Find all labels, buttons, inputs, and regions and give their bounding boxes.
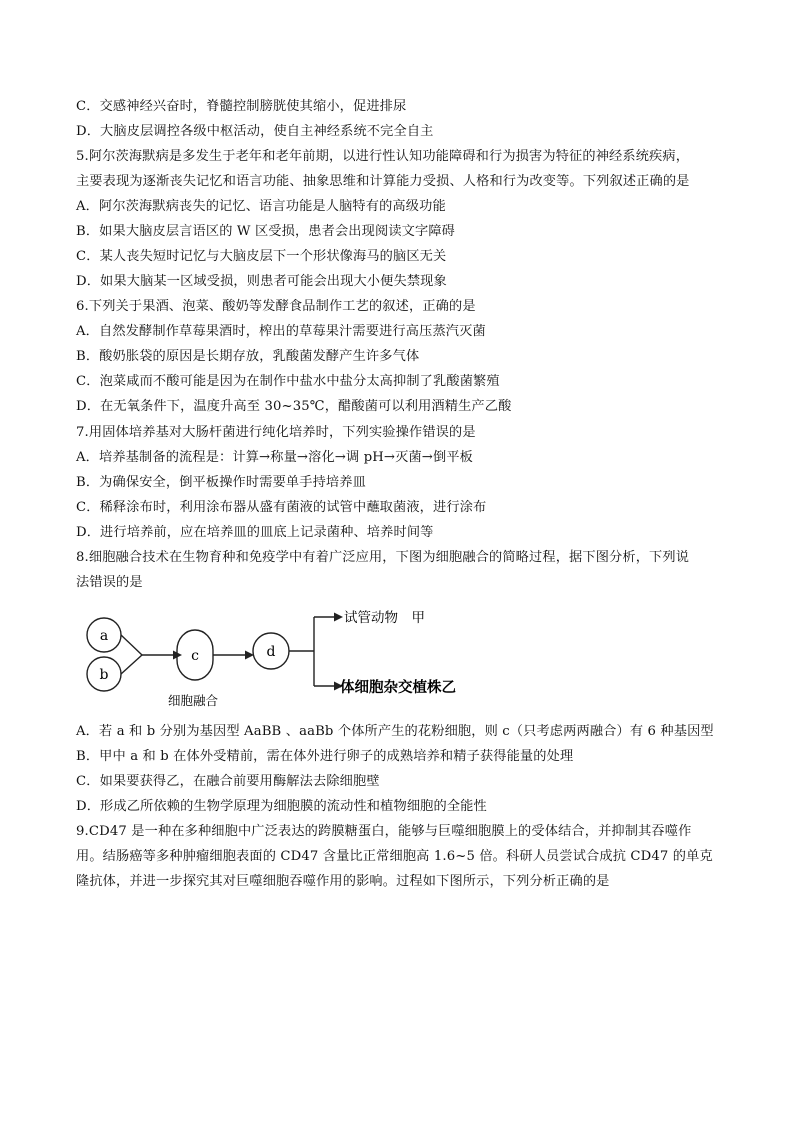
q7-option-a: A．培养基制备的流程是：计算→称量→溶化→调 pH→灭菌→倒平板 [76,450,474,465]
q9-stem-line-3: 隆抗体，并进一步探究其对巨噬细胞吞噬作用的影响。过程如下图所示，下列分析正确的是 [76,874,610,889]
cell-b-label: b [99,667,109,683]
q7-stem: 7.用固体培养基对大肠杆菌进行纯化培养时，下列实验操作错误的是 [76,425,476,440]
cell-d-label: d [266,644,276,660]
q6-option-a: A．自然发酵制作草莓果酒时，榨出的草莓果汁需要进行高压蒸汽灭菌 [76,324,486,339]
q4-option-d: D．大脑皮层调控各级中枢活动，使自主神经系统不完全自主 [76,124,434,139]
arrowhead-top [334,613,343,622]
merge-lines [121,635,142,674]
q6-option-b: B．酸奶胀袋的原因是长期存放，乳酸菌发酵产生许多气体 [76,349,420,364]
q4-option-c: C．交感神经兴奋时，脊髓控制膀胱使其缩小，促进排尿 [76,99,407,114]
cell-c-label: c [191,648,199,664]
q5-option-a: A．阿尔茨海默病丧失的记忆、语言功能是人脑特有的高级功能 [76,199,446,214]
q7-option-b: B．为确保安全，倒平板操作时需要单手持培养皿 [76,475,366,490]
q8-option-a: A．若 a 和 b 分别为基因型 AaBB 、aaBb 个体所产生的花粉细胞，则 c（只考虑两两融合）有 6 种基因型 [76,724,714,739]
q6-option-d: D．在无氧条件下，温度升高至 30~35℃，醋酸菌可以利用酒精生产乙酸 [76,399,512,414]
q6-option-c: C．泡菜咸而不酸可能是因为在制作中盐水中盐分太高抑制了乳酸菌繁殖 [76,374,500,389]
cell-a-label: a [99,628,109,644]
q8-stem-line-1: 8.细胞融合技术在生物育种和免疫学中有着广泛应用，下图为细胞融合的简略过程，据下图分析，下列说 [76,550,690,565]
q5-stem-line-2: 主要表现为逐渐丧失记忆和语言功能、抽象思维和计算能力受损、人格和行为改变等。下列叙述正确的是 [76,174,690,189]
q9-stem-line-1: 9.CD47 是一种在多种细胞中广泛表达的跨膜糖蛋白，能够与巨噬细胞膜上的受体结合，并抑制其吞噬作 [76,824,692,839]
q5-stem-line-1: 5.阿尔茨海默病是多发生于老年和老年前期，以进行性认知功能障碍和行为损害为特征的神经系统疾病， [76,149,690,164]
q5-option-c: C．某人丧失短时记忆与大脑皮层下一个形状像海马的脑区无关 [76,249,447,264]
q6-stem: 6.下列关于果酒、泡菜、酸奶等发酵食品制作工艺的叙述，正确的是 [76,299,476,314]
q8-option-c: C．如果要获得乙，在融合前要用酶解法去除细胞壁 [76,774,380,789]
output-bottom-label: 体细胞杂交植株乙 [340,679,456,696]
cell-fusion-diagram [82,604,502,714]
q7-option-c: C．稀释涂布时，利用涂布器从盛有菌液的试管中蘸取菌液，进行涂布 [76,500,487,515]
q5-option-b: B．如果大脑皮层言语区的 W 区受损，患者会出现阅读文字障碍 [76,224,456,239]
q9-stem-line-2: 用。结肠癌等多种肿瘤细胞表面的 CD47 含量比正常细胞高 1.6~5 倍。科研人员尝试合成抗 CD47 的单克 [76,849,713,864]
output-top-label: 试管动物 甲 [344,610,425,626]
q7-option-d: D．进行培养前，应在培养皿的皿底上记录菌种、培养时间等 [76,525,434,540]
q8-stem-line-2: 法错误的是 [76,575,143,590]
fusion-label: 细胞融合 [168,693,219,708]
q8-option-d: D．形成乙所依赖的生物学原理为细胞膜的流动性和植物细胞的全能性 [76,799,487,814]
q8-option-b: B．甲中 a 和 b 在体外受精前，需在体外进行卵子的成熟培养和精子获得能量的处理 [76,749,574,764]
q5-option-d: D．如果大脑某一区域受损，则患者可能会出现大小便失禁现象 [76,274,447,289]
